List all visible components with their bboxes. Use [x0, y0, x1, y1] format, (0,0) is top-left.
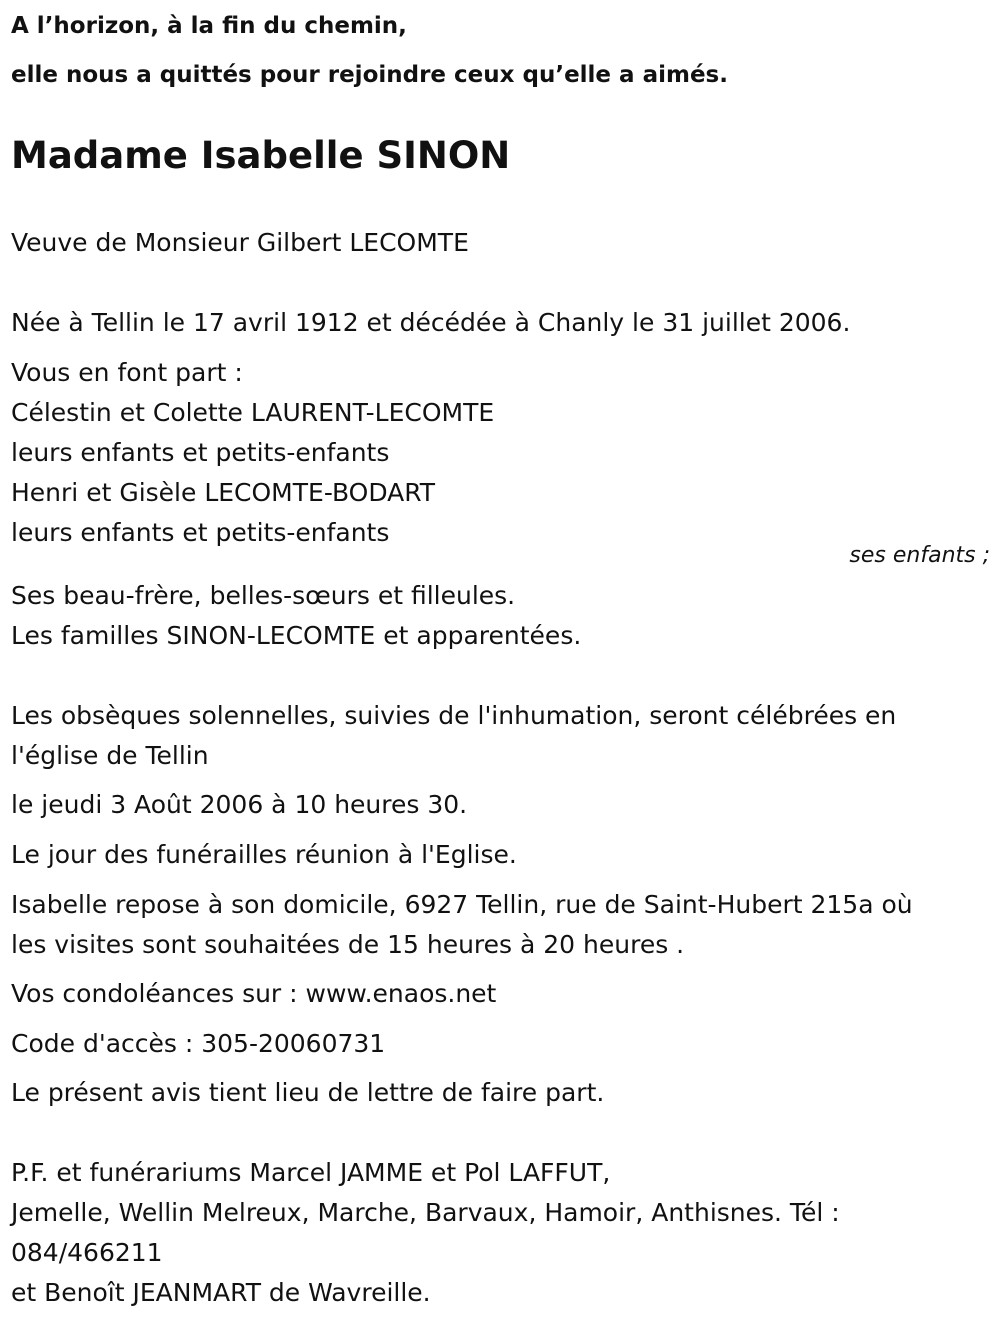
visit-line-1: Isabelle repose à son domicile, 6927 Tellin, rue de Saint-Hubert 215a où: [11, 890, 913, 919]
access-code: Code d'accès : 305-20060731: [11, 1029, 386, 1058]
family-line: Henri et Gisèle LECOMTE-BODART: [11, 478, 436, 507]
notice-line: Le présent avis tient lieu de lettre de faire part.: [11, 1078, 605, 1107]
family-line: leurs enfants et petits-enfants: [11, 518, 390, 547]
condolences-link[interactable]: www.enaos.net: [305, 979, 497, 1008]
service-line-2: l'église de Tellin: [11, 741, 209, 770]
funeral-home-line-1: P.F. et funérariums Marcel JAMME et Pol LAFFUT,: [11, 1158, 611, 1187]
extended-family-line: Ses beau-frère, belles-sœurs et filleules.: [11, 581, 516, 610]
side-note: ses enfants ;: [849, 543, 990, 568]
epitaph-line-2: elle nous a quittés pour rejoindre ceux qu’elle a aimés.: [11, 62, 728, 88]
service-date: le jeudi 3 Août 2006 à 10 heures 30.: [11, 790, 468, 819]
family-line: leurs enfants et petits-enfants: [11, 438, 390, 467]
deceased-name: Madame Isabelle SINON: [11, 134, 511, 177]
epitaph-line-1: A l’horizon, à la fin du chemin,: [11, 13, 407, 39]
spouse-line: Veuve de Monsieur Gilbert LECOMTE: [11, 228, 469, 257]
family-intro: Vous en font part :: [11, 358, 243, 387]
extended-family-line: Les familles SINON-LECOMTE et apparentées.: [11, 621, 582, 650]
reunion-line: Le jour des funérailles réunion à l'Eglise.: [11, 840, 517, 869]
birth-death-line: Née à Tellin le 17 avril 1912 et décédée à Chanly le 31 juillet 2006.: [11, 308, 851, 337]
condolences-label: Vos condoléances sur :: [11, 979, 306, 1008]
family-line: Célestin et Colette LAURENT-LECOMTE: [11, 398, 495, 427]
condolences-line: [11, 978, 496, 1010]
funeral-home-line-2: Jemelle, Wellin Melreux, Marche, Barvaux, Hamoir, Anthisnes. Tél :: [11, 1198, 840, 1227]
funeral-home-line-4: et Benoît JEANMART de Wavreille.: [11, 1278, 431, 1307]
visit-line-2: les visites sont souhaitées de 15 heures à 20 heures .: [11, 930, 685, 959]
funeral-home-phone: 084/466211: [11, 1238, 163, 1267]
service-line-1: Les obsèques solennelles, suivies de l'inhumation, seront célébrées en: [11, 701, 897, 730]
